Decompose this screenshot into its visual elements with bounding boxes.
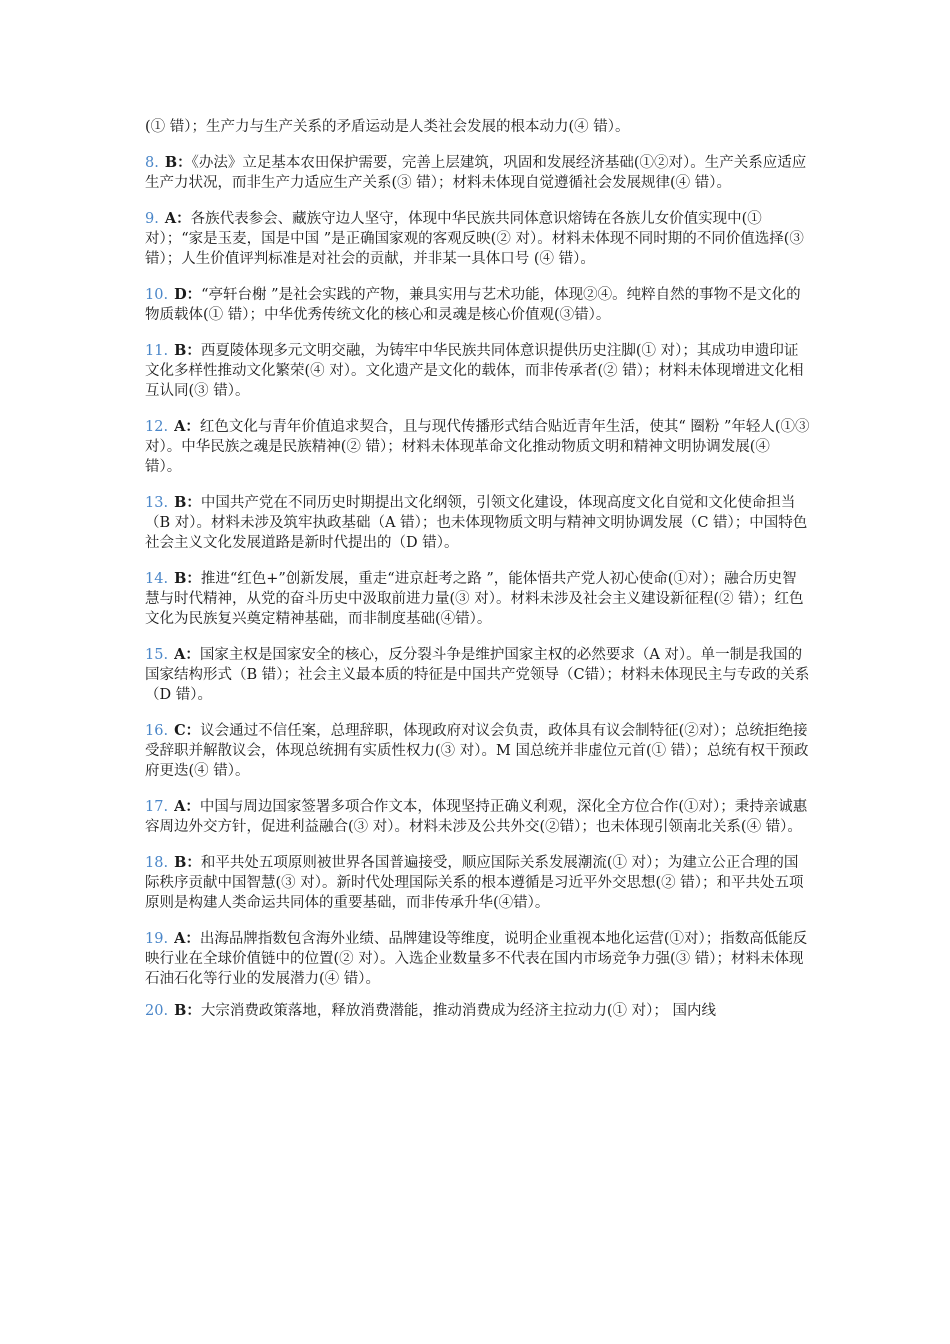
item-answer: B： bbox=[174, 1002, 201, 1019]
item-number: 14. bbox=[145, 571, 169, 587]
item-answer: A： bbox=[174, 418, 200, 435]
answer-item-9 bbox=[145, 209, 810, 269]
item-answer: A： bbox=[174, 930, 200, 947]
item-answer: A： bbox=[164, 210, 191, 227]
item-text: 大宗消费政策落地，释放消费潜能，推动消费成为经济主拉动力(① 对）； 国内线 bbox=[200, 1003, 716, 1019]
lead-paragraph: (① 错）；生产力与生产关系的矛盾运动是人类社会发展的根本动力(④ 错）。 bbox=[145, 119, 630, 135]
item-text: 各族代表参会、藏族守边人坚守，体现中华民族共同体意识熔铸在各族儿女价值实现中(① 对）；“家是玉麦，国是中国 ”是正确国家观的客观反映(② 对）。材料未体现不同时期的不同价值选择(③ 错）；人生价值评判标准是对社会的贡献，并非某一具体口号 (④ 错）。 bbox=[145, 211, 804, 267]
item-number: 12. bbox=[145, 419, 169, 435]
item-text: 中国共产党在不同历史时期提出文化纲领，引领文化建设，体现高度文化自觉和文化使命担当（B 对）。材料未涉及筑牢执政基础（A 错）；也未体现物质文明与精神文明协调发展（C 错）；中国特色社会主义文化发展道路是新时代提出的（D 错）。 bbox=[145, 495, 808, 551]
item-text: 出海品牌指数包含海外业绩、品牌建设等维度，说明企业重视本地化运营(①对）；指数高低能反映行业在全球价值链中的位置(② 对）。入选企业数量多不代表在国内市场竞争力强(③ 错）；材料未体现石油石化等行业的发展潜力(④ 错）。 bbox=[145, 931, 808, 987]
answer-item-19 bbox=[145, 929, 810, 989]
item-number: 11. bbox=[145, 343, 169, 359]
item-number: 13. bbox=[145, 495, 169, 511]
answer-item-20 bbox=[145, 1001, 810, 1021]
answer-item-13 bbox=[145, 493, 810, 553]
item-number: 8. bbox=[145, 155, 159, 171]
item-answer: B： bbox=[174, 854, 201, 871]
answer-item-12 bbox=[145, 417, 810, 477]
answer-item-11 bbox=[145, 341, 810, 401]
item-number: 16. bbox=[145, 723, 169, 739]
answer-item-16 bbox=[145, 721, 810, 781]
document-page bbox=[145, 117, 810, 1037]
item-number: 18. bbox=[145, 855, 169, 871]
answer-item-17 bbox=[145, 797, 810, 837]
item-text: “亭轩台榭 ”是社会实践的产物，兼具实用与艺术功能，体现②④。纯粹自然的事物不是文化的物质载体(① 错）；中华优秀传统文化的核心和灵魂是核心价值观(③错）。 bbox=[145, 287, 801, 323]
answer-item-14 bbox=[145, 569, 810, 629]
item-text: 议会通过不信任案，总理辞职，体现政府对议会负责，政体具有议会制特征(②对）；总统拒绝接受辞职并解散议会，体现总统拥有实质性权力(③ 对）。M 国总统并非虚位元首(① 错）；总统有权干预政府更迭(④ 错）。 bbox=[145, 723, 809, 779]
answer-item-15 bbox=[145, 645, 810, 705]
answer-item-10 bbox=[145, 285, 810, 325]
item-number: 17. bbox=[145, 799, 169, 815]
item-number: 15. bbox=[145, 647, 169, 663]
item-answer: D： bbox=[174, 286, 202, 303]
item-text: 中国与周边国家签署多项合作文本，体现坚持正确义利观，深化全方位合作(①对）；秉持亲诚惠容周边外交方针，促进利益融合(③ 对）。材料未涉及公共外交(②错）；也未体现引领南北关系(④ 错）。 bbox=[145, 799, 808, 835]
item-number: 9. bbox=[145, 211, 159, 227]
item-answer: B： bbox=[174, 494, 201, 511]
item-answer: A： bbox=[174, 798, 200, 815]
item-text: 红色文化与青年价值追求契合，且与现代传播形式结合贴近青年生活，使其“ 圈粉 ”年轻人(①③ 对）。中华民族之魂是民族精神(② 错）；材料未体现革命文化推动物质文明和精神文明协调发展(④ 错）。 bbox=[145, 419, 810, 475]
item-answer: B： bbox=[174, 570, 201, 587]
item-text: 西夏陵体现多元文明交融，为铸牢中华民族共同体意识提供历史注脚(① 对）；其成功申遗印证文化多样性推动文化繁荣(④ 对）。文化遗产是文化的载体，而非传承者(② 错）；材料未体现增进文化相互认同(③ 错）。 bbox=[145, 343, 804, 399]
item-text: 推进“红色+”创新发展，重走“进京赶考之路 ”，能体悟共产党人初心使命(①对）；融合历史智慧与时代精神，从党的奋斗历史中汲取前进力量(③ 对）。材料未涉及社会主义建设新征程(② 错）；红色文化为民族复兴奠定精神基础，而非制度基础(④错）。 bbox=[145, 571, 804, 627]
item-text: 《办法》立足基本农田保护需要，完善上层建筑，巩固和发展经济基础(①②对）。生产关系应适应生产力状况，而非生产力适应生产关系(③ 错）；材料未体现自觉遵循社会发展规律(④ 错）。 bbox=[145, 155, 807, 191]
item-answer: C： bbox=[174, 722, 201, 739]
item-answer: A： bbox=[174, 646, 200, 663]
item-text: 和平共处五项原则被世界各国普遍接受，顺应国际关系发展潮流(① 对）；为建立公正合理的国际秩序贡献中国智慧(③ 对）。新时代处理国际关系的根本遵循是习近平外交思想(② 错）；和平共处五项原则是构建人类命运共同体的重要基础，而非传承升华(④错）。 bbox=[145, 855, 804, 911]
item-number: 20. bbox=[145, 1003, 169, 1019]
item-answer: B： bbox=[164, 154, 192, 171]
item-number: 10. bbox=[145, 287, 169, 303]
item-answer: B： bbox=[174, 342, 201, 359]
item-number: 19. bbox=[145, 931, 169, 947]
answer-item-18 bbox=[145, 853, 810, 913]
item-text: 国家主权是国家安全的核心，反分裂斗争是维护国家主权的必然要求（A 对）。单一制是我国的国家结构形式（B 错）；社会主义最本质的特征是中国共产党领导（C错）；材料未体现民主与专政的关系（D 错）。 bbox=[145, 647, 810, 703]
answer-item-8 bbox=[145, 153, 810, 193]
